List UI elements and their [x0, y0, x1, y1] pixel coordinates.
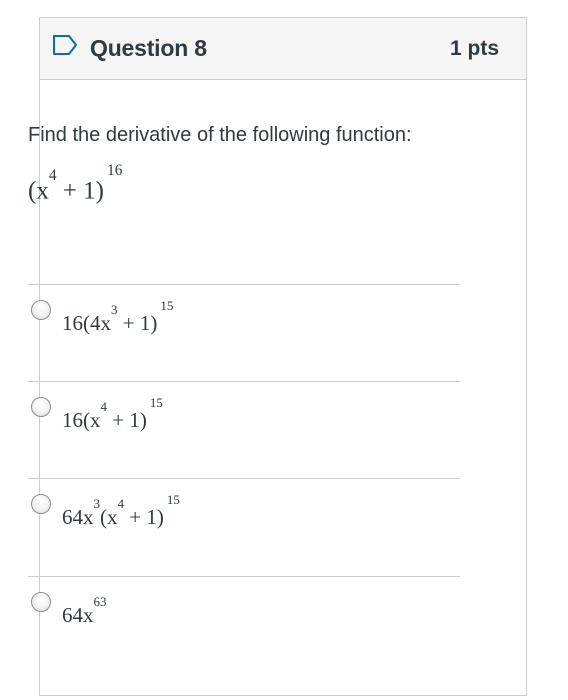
radio-unchecked-icon[interactable] [31, 300, 51, 320]
function-base: (x [28, 177, 49, 205]
option-text: + 1) [107, 408, 147, 432]
divider [28, 284, 460, 285]
divider [28, 576, 460, 577]
question-function [28, 162, 123, 205]
option-text: 64x [62, 505, 94, 529]
option-exponent: 15 [166, 492, 180, 508]
option-exponent: 15 [149, 395, 163, 411]
answer-option[interactable] [26, 592, 446, 652]
option-label [62, 594, 107, 628]
option-exponent: 4 [100, 399, 108, 415]
option-exponent: 15 [160, 298, 174, 314]
divider [28, 381, 460, 382]
question-points: 1 pts [449, 37, 499, 60]
option-label [62, 492, 180, 530]
question-title: Question 8 [90, 35, 207, 61]
option-label [62, 298, 174, 336]
answer-option[interactable] [26, 300, 446, 360]
option-text: + 1) [124, 505, 164, 529]
option-label [62, 395, 163, 433]
function-inner-exponent: 4 [48, 166, 57, 184]
option-text: + 1) [117, 311, 158, 335]
answer-option[interactable] [26, 397, 446, 457]
option-exponent: 3 [93, 496, 101, 512]
question-prompt: Find the derivative of the following function: [28, 124, 412, 146]
radio-unchecked-icon[interactable] [31, 592, 51, 612]
radio-unchecked-icon[interactable] [31, 494, 51, 514]
option-text: 16(x [62, 408, 101, 432]
question-header [40, 18, 526, 80]
option-text: 64x [62, 603, 94, 627]
flag-icon[interactable] [52, 34, 78, 56]
option-exponent: 63 [93, 594, 107, 610]
radio-unchecked-icon[interactable] [31, 397, 51, 417]
answer-option[interactable] [26, 494, 446, 554]
option-exponent: 4 [117, 496, 125, 512]
option-exponent: 3 [111, 302, 118, 318]
function-outer-exponent: 16 [107, 162, 123, 180]
function-tail: + 1) [56, 177, 105, 205]
divider [28, 478, 460, 479]
option-text: (x [100, 505, 118, 529]
option-text: 16(4x [62, 311, 111, 335]
